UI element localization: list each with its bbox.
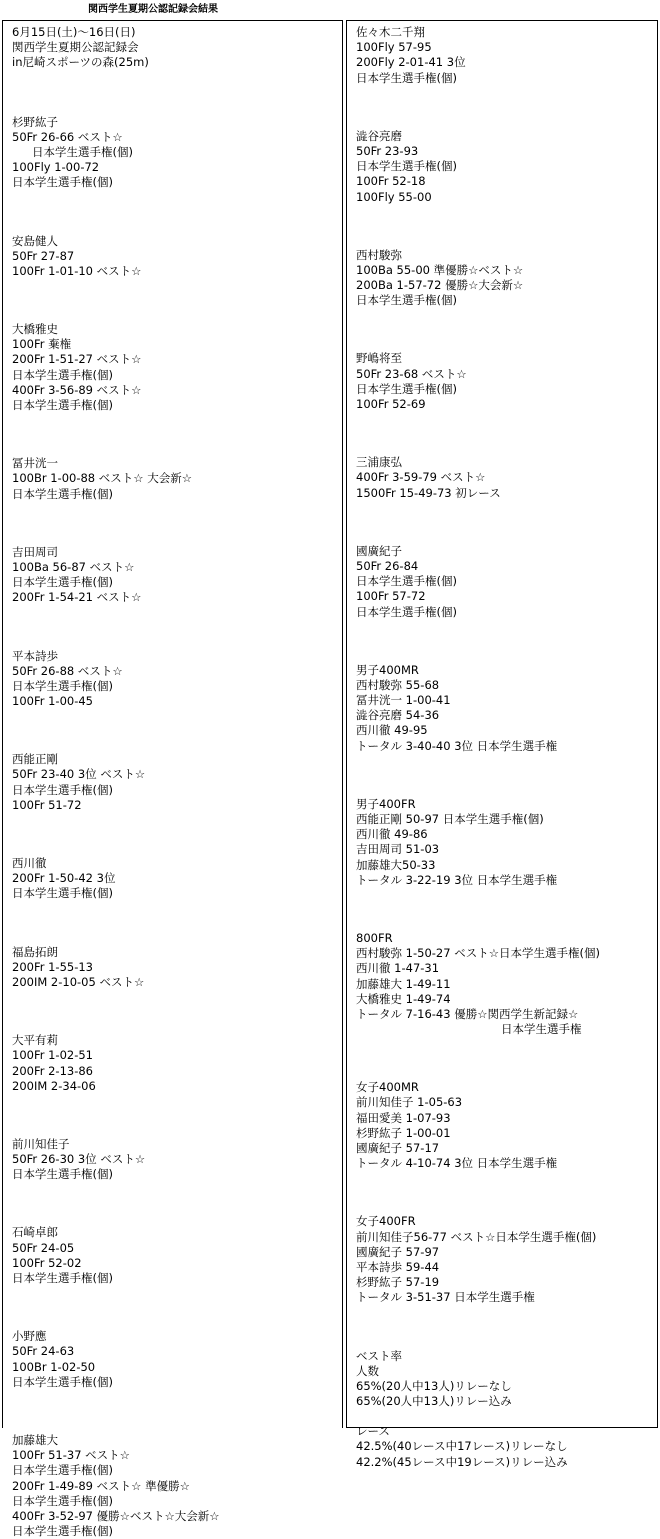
entry-name: 西村駿弥 [356,247,402,262]
entry-result-line: 日本学生選手権(個) [12,886,113,901]
entry-name: 平本詩歩 [12,648,58,663]
entry-result-line: 日本学生選手権(個) [12,575,113,590]
entry-name: 福島拓朗 [12,944,58,959]
entry-result-line: 100Br 1-02-50 [12,1359,96,1374]
best-rate-section [356,1349,657,1470]
result-entry [12,649,342,710]
entry-result-line: 日本学生選手権(個) [356,574,457,589]
result-entry [12,1137,342,1183]
entry-result-line: 日本学生選手権(個) [32,144,133,159]
entry-result-line: 50Fr 27-87 [12,248,75,263]
result-entry [356,544,657,620]
entry-result-line: 大橋雅史 1-49-74 [356,991,451,1006]
entry-result-line: 50Fr 26-30 3位 ベスト☆ [12,1152,146,1167]
entry-result-line: 100Fly 55-00 [356,189,432,204]
entry-result-line: 日本学生選手権(個) [12,486,113,501]
entry-name: 女子400FR [356,1214,416,1229]
entry-result-line: 100Fr 1-00-45 [12,694,93,709]
result-entry [356,797,657,888]
entry-result-line: 200Fr 1-55-13 [12,959,93,974]
entry-name: 安島健人 [12,233,58,248]
entry-name: 野嶋将至 [356,351,402,366]
entry-result-line: 日本学生選手権(個) [12,398,113,412]
meet-header [12,25,342,71]
entry-name: 大平有莉 [12,1033,58,1048]
entry-result-line: 日本学生選手権(個) [12,175,113,190]
result-entry [356,25,657,86]
entry-result-line: 福田愛美 1-07-93 [356,1110,451,1125]
entry-name: 西能正剛 [12,752,58,767]
entry-result-line: 100Fr 52-02 [12,1255,82,1270]
result-entry [356,455,657,501]
entry-result-line: 100Fr 1-01-10 ベスト☆ [12,263,142,278]
entry-result-line: 200IM 2-10-05 ベスト☆ [12,974,145,989]
left-column [2,20,343,1539]
entry-result-line: トータル 3-22-19 3位 日本学生選手権 [356,872,558,887]
entry-result-line: 100Fr 52-69 [356,397,426,411]
entry-result-line: 前川知佳子 1-05-63 [356,1095,463,1110]
entry-result-line: 日本学生選手権(個) [12,1374,113,1389]
right-entries [356,25,657,1306]
entry-result-line: トータル 7-16-43 優勝☆関西学生新記録☆ [356,1006,579,1021]
result-entry [356,1080,657,1171]
entry-result-line: 國廣紀子 57-97 [356,1244,440,1259]
entry-name: 吉田周司 [12,544,58,559]
result-entry [356,129,657,205]
entry-result-line: 100Fr 51-37 ベスト☆ [12,1448,130,1463]
entry-result-line: 50Fr 24-63 [12,1344,75,1359]
entry-result-line: 日本学生選手権(個) [12,1524,113,1539]
entry-result-line: 100Fly 57-95 [356,40,432,55]
result-entry [356,663,657,754]
entry-result-line: 100Br 1-00-88 ベスト☆ 大会新☆ [12,471,193,486]
entry-result-line: 杉野紘子 57-19 [356,1275,440,1290]
entry-result-line: 前川知佳子56-77 ベスト☆日本学生選手権(個) [356,1229,597,1244]
entry-result-line: 200IM 2-34-06 [12,1078,96,1093]
entry-result-line: 50Fr 23-40 3位 ベスト☆ [12,767,146,782]
entry-result-line: 50Fr 24-05 [12,1240,75,1255]
entry-result-line: 200Fr 1-51-27 ベスト☆ [12,352,142,367]
entry-result-line: 100Fr 57-72 [356,589,426,604]
left-entries [12,71,342,1539]
entry-result-line: 100Fr 棄権 [12,337,72,352]
entry-name: 800FR [356,930,393,945]
entry-result-line: 日本学生選手権(個) [356,381,457,396]
entry-result-line: 西村駿弥 1-50-27 ベスト☆日本学生選手権(個) [356,946,600,961]
entry-result-line: 200Fr 1-50-42 3位 [12,871,116,886]
entry-result-line: 日本学生選手権(個) [12,782,113,797]
result-entry [12,1225,342,1286]
result-entry [356,351,657,412]
result-entry [12,234,342,280]
entry-result-line: 西川徹 49-95 [356,723,428,738]
result-entry [356,248,657,309]
entry-name: 小野應 [12,1329,47,1344]
entry-result-line: 日本学生選手権(個) [12,1167,113,1182]
entry-result-line: 西川徹 1-47-31 [356,961,440,976]
entry-result-line: 平本詩歩 59-44 [356,1259,440,1274]
best-rate-race-no-relay: 42.5%(40レース中17レース)リレーなし [356,1439,568,1454]
entry-result-line: 50Fr 26-66 ベスト☆ [12,129,123,144]
entry-result-line: 100Fr 51-72 [12,797,82,812]
result-entry [12,752,342,813]
entry-result-line: 西村駿弥 55-68 [356,677,440,692]
best-rate-race-label: レース [356,1424,390,1439]
entry-result-line: 日本学生選手権(個) [356,293,457,308]
entry-result-line: 日本学生選手権(個) [356,159,457,174]
entry-result-line: 100Fr 52-18 [356,174,426,189]
best-rate-people-with-relay: 65%(20人中13人)リレー込み [356,1394,512,1409]
entry-result-line: 加藤雄大 1-49-11 [356,976,451,991]
entry-result-line: トータル 3-51-37 日本学生選手権 [356,1290,535,1305]
entry-result-line: 日本学生選手権(個) [12,678,113,693]
entry-result-line: 400Fr 3-52-97 優勝☆ベスト☆大会新☆ [12,1508,220,1523]
entry-name: 西川徹 [12,856,47,870]
entry-name: 佐々木二千翔 [356,25,425,39]
entry-result-line: 日本学生選手権(個) [356,604,457,619]
result-entry [12,456,342,502]
entry-name: 女子400MR [356,1080,419,1095]
entry-result-line: 100Fr 1-02-51 [12,1048,93,1063]
entry-result-line: トータル 3-40-40 3位 日本学生選手権 [356,738,558,753]
entry-result-line: トータル 4-10-74 3位 日本学生選手権 [356,1156,558,1171]
result-entry [12,1033,342,1094]
entry-result-line: 日本学生選手権(個) [12,1271,113,1285]
entry-result-line: 400Fr 3-59-79 ベスト☆ [356,470,486,485]
entry-name: 澁谷亮磨 [356,128,402,143]
best-rate-people-no-relay: 65%(20人中13人)リレーなし [356,1378,512,1393]
entry-result-line: 50Fr 23-93 [356,143,419,158]
entry-result-line: 100Ba 56-87 ベスト☆ [12,559,135,574]
entry-result-line: 加藤雄大50-33 [356,857,436,872]
entry-result-line: 100Ba 55-00 準優勝☆ベスト☆ [356,262,524,277]
entry-result-line: 西川徹 49-86 [356,827,428,842]
best-rate-heading: ベスト率 [356,1348,402,1363]
entry-result-line: 吉田周司 51-03 [356,842,440,857]
best-rate-people-label: 人数 [356,1363,379,1378]
entry-name: 前川知佳子 [12,1136,70,1151]
entry-name: 大橋雅史 [12,322,58,337]
entry-name: 石崎卓郎 [12,1225,58,1240]
entry-result-line: 日本学生選手権 [501,1022,582,1037]
meet-date: 6月15日(土)〜16日(日) [12,25,136,39]
entry-result-line: 日本学生選手権(個) [12,1493,113,1508]
result-entry [356,931,657,1037]
entry-result-line: 400Fr 3-56-89 ベスト☆ [12,382,142,397]
entry-result-line: 日本学生選手権(個) [12,1463,113,1478]
entry-result-line: 西能正剛 50-97 日本学生選手権(個) [356,812,544,826]
entry-result-line: 50Fr 23-68 ベスト☆ [356,366,467,381]
entry-result-line: 國廣紀子 57-17 [356,1141,440,1155]
best-rate-race-with-relay: 42.2%(45レース中19レース)リレー込み [356,1454,568,1469]
result-entry [356,1214,657,1305]
entry-name: 國廣紀子 [356,543,402,558]
entry-name: 男子400MR [356,662,419,677]
entry-result-line: 200Ba 1-57-72 優勝☆大会新☆ [356,278,524,293]
result-entry [12,545,342,606]
meet-venue: in尼崎スポーツの森(25m) [12,55,149,70]
meet-name: 関西学生夏期公認記録会 [12,40,139,55]
page-title: 関西学生夏期公認記録会結果 [88,4,218,15]
result-entry [12,1329,342,1390]
entry-result-line: 50Fr 26-88 ベスト☆ [12,663,123,678]
entry-result-line: 日本学生選手権(個) [12,367,113,382]
entry-result-line: 200Fr 1-54-21 ベスト☆ [12,590,142,605]
entry-name: 加藤雄大 [12,1432,58,1447]
entry-result-line: 50Fr 26-84 [356,558,419,573]
result-entry [12,322,342,413]
right-column [346,20,658,1469]
entry-name: 三浦康弘 [356,455,402,470]
entry-result-line: 200Fr 1-49-89 ベスト☆ 準優勝☆ [12,1478,190,1493]
entry-result-line: 1500Fr 15-49-73 初レース [356,485,501,500]
result-entry [12,1433,342,1539]
result-entry [12,115,342,191]
entry-result-line: 冨井洸一 1-00-41 [356,693,451,708]
entry-result-line: 200Fr 2-13-86 [12,1063,93,1078]
entry-result-line: 杉野紘子 1-00-01 [356,1125,451,1140]
result-entry [12,945,342,991]
entry-result-line: 日本学生選手権(個) [356,70,457,85]
entry-result-line: 澁谷亮磨 54-36 [356,708,440,723]
result-entry [12,856,342,902]
entry-name: 男子400FR [356,796,416,811]
entry-name: 杉野紘子 [12,114,58,129]
entry-name: 冨井洸一 [12,456,58,471]
entry-result-line: 200Fly 2-01-41 3位 [356,55,466,70]
entry-result-line: 100Fly 1-00-72 [12,160,100,175]
